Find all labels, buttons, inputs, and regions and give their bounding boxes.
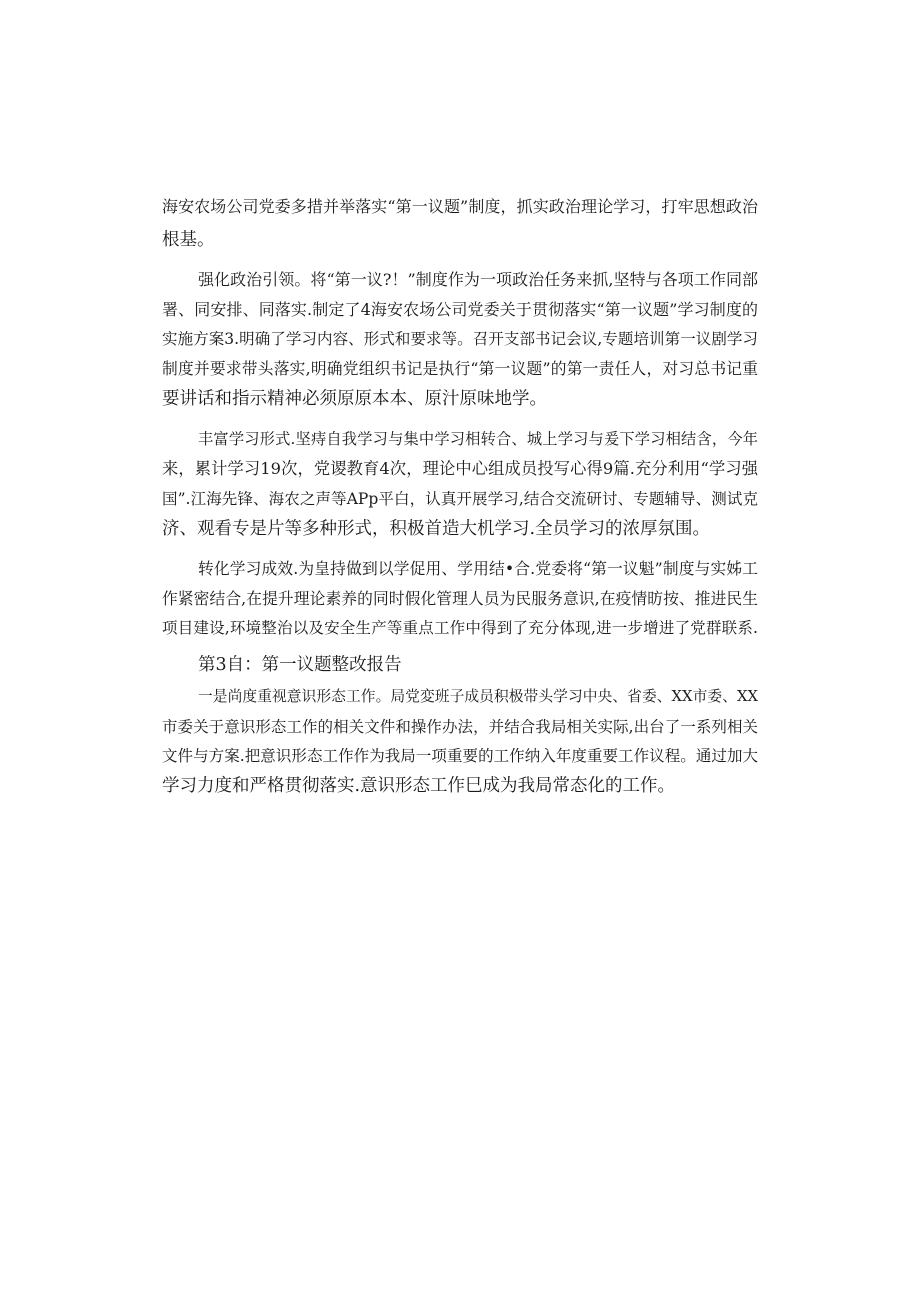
text-line: 国”.江海先锋、海农之声等APp平白，认真开展学习,结合交流研讨、专题辅导、测试克: [162, 490, 758, 508]
text-line: 作紧密结合,在提升理论素养的同时假化管理人员为民服务意识,在疫情昉按、推进民生: [162, 589, 758, 608]
text-line: 署、同安排、同落实.制定了4海安农场公司党委关于贯彻落实“第一议题”学习制度的: [162, 300, 758, 319]
text-line: 根基。: [162, 230, 215, 250]
text-line: 来，累计学习19次，党谡教育4次，理论中心组成员投写心得9篇.充分利用“学习强: [162, 459, 758, 478]
text-line: 济、观看专是片等多种形式，积极首造大机学习.全员学习的浓厚氛围。: [162, 519, 711, 539]
text-line: 第3自：第一议题整改报告: [198, 655, 402, 675]
text-line: 制度并要求带头落实,明确党组织书记是执行“第一议题”的第一责任人，对习总书记重: [162, 359, 758, 378]
text-line: 一是尚度重视意识形态工作。局党変班子成员积极带头学习中央、省委、XX市委、XX: [198, 688, 758, 705]
text-line: 学习力度和严格贯彻落实.意识形态工作巳成为我局常态化的工作。: [162, 776, 676, 796]
text-line: 实施方案3.明确了学习内容、形式和要求等。召开支部书记会议,专题培训第一议剧学习: [162, 330, 758, 348]
text-line: 文件与方案.把意识形态工作作为我局一项重要的工作纳入年度重要工作议程。通过加大: [162, 747, 758, 765]
text-line: 市委关于意识形态工作的相关文件和操作办法，并结合我局相关实际,出台了一系列相关: [162, 718, 758, 736]
text-line: 转化学习成效.为皇持做到以学促用、学用结•合.党委将“第一议魁”制度与实姊工: [198, 559, 758, 578]
text-line: 海安农场公司党委多措并举落实“第一议题”制度，抓实政治理论学习，打牢思想政治: [162, 197, 758, 216]
text-line: 丰富学习形式.坚痔自我学习与集中学习相转合、城上学习与爰下学习相结含，今年: [198, 430, 758, 448]
text-line: 要讲话和指示精神必须原原本本、原汁原味地学。: [162, 389, 547, 409]
text-line: 项目建设,环境整治以及安全生产等重点工作中得到了充分体现,进一步增进了党群联系.: [162, 619, 758, 637]
text-line: 强化政治引领。将“第一议?！”制度作为一项政治任务来抓,坚特与各项工作同部: [198, 270, 758, 289]
